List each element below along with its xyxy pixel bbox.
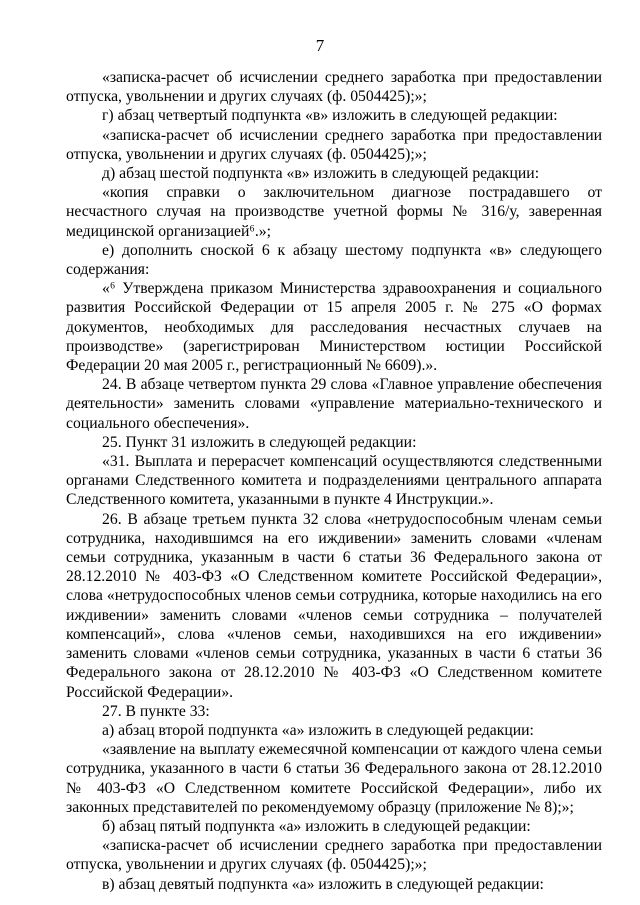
paragraph: 26. В абзаце третьем пункта 32 слова «нетрудоспособным членам семьи сотрудника, находившимся на его иждивении» заменить словами «членам семьи сотрудника, указанным в части 6 статьи 36 Федерального закона от 28.12.2010 № 403-ФЗ «О Следственном комитете Российской Федерации», слова «нетрудоспособных членов семьи сотрудника, которые находились на его иждивении» заменить словами «членов семьи сотрудника – получателей компенсаций», слова «членов семьи, находившихся на его иждивении» заменить словами «членов семьи сотрудника, указанных в части 6 статьи 36 Федерального закона от 28.12.2010 № 403-ФЗ «О Следственном комитете Российской Федерации». — [66, 510, 602, 701]
paragraph: б) абзац пятый подпункта «а» изложить в следующей редакции: — [102, 817, 531, 835]
paragraph: «копия справки о заключительном диагнозе пострадавшего от несчастного случая на производстве учетной формы № 316/у, заверенная медицинской организацией⁶.»; — [66, 184, 602, 240]
paragraph: «⁶ Утверждена приказом Министерства здравоохранения и социального развития Российской Федерации от 15 апреля 2005 г. № 275 «О формах документов, необходимых для расследования несчастных случаев на производстве» (зарегистрирован Министерством юстиции Российской Федерации 20 мая 2005 г., регистрационный № 6609).». — [66, 280, 602, 375]
paragraph: д) абзац шестой подпункта «в» изложить в следующей редакции: — [102, 165, 540, 183]
paragraph: 27. В пункте 33: — [102, 702, 210, 720]
paragraph: 25. Пункт 31 изложить в следующей редакции: — [102, 433, 417, 451]
paragraph: «31. Выплата и перерасчет компенсаций осуществляются следственными органами Следственного комитета и подразделениями центрального аппарата Следственного комитета, указанными в пункте 4 Инструкции.». — [66, 453, 602, 509]
paragraph: г) абзац четвертый подпункта «в» изложить в следующей редакции: — [102, 107, 558, 125]
paragraph: 24. В абзаце четвертом пункта 29 слова «Главное управление обеспечения деятельности» заменить словами «управление материально-технического и социального обеспечения». — [66, 376, 602, 432]
paragraph: а) абзац второй подпункта «а» изложить в следующей редакции: — [102, 721, 534, 739]
page-number: 7 — [315, 36, 325, 55]
paragraph: е) дополнить сноской 6 к абзацу шестому подпункта «в» следующего содержания: — [66, 241, 602, 279]
document-body — [66, 68, 602, 894]
paragraph: в) абзац девятый подпункта «а» изложить в следующей редакции: — [102, 875, 544, 893]
paragraph: «записка-расчет об исчислении среднего заработка при предоставлении отпуска, увольнении и других случаях (ф. 0504425);»; — [66, 69, 602, 106]
paragraph: «записка-расчет об исчислении среднего заработка при предоставлении отпуска, увольнении и других случаях (ф. 0504425);»; — [66, 126, 602, 163]
paragraph: «заявление на выплату ежемесячной компенсации от каждого члена семьи сотрудника, указанного в части 6 статьи 36 Федерального закона от 28.12.2010 № 403-ФЗ «О Следственном комитете Российской Федерации», либо их законных представителей по рекомендуемому образцу (приложение № 8);»; — [66, 741, 602, 816]
paragraph: «записка-расчет об исчислении среднего заработка при предоставлении отпуска, увольнении и других случаях (ф. 0504425);»; — [66, 837, 602, 874]
